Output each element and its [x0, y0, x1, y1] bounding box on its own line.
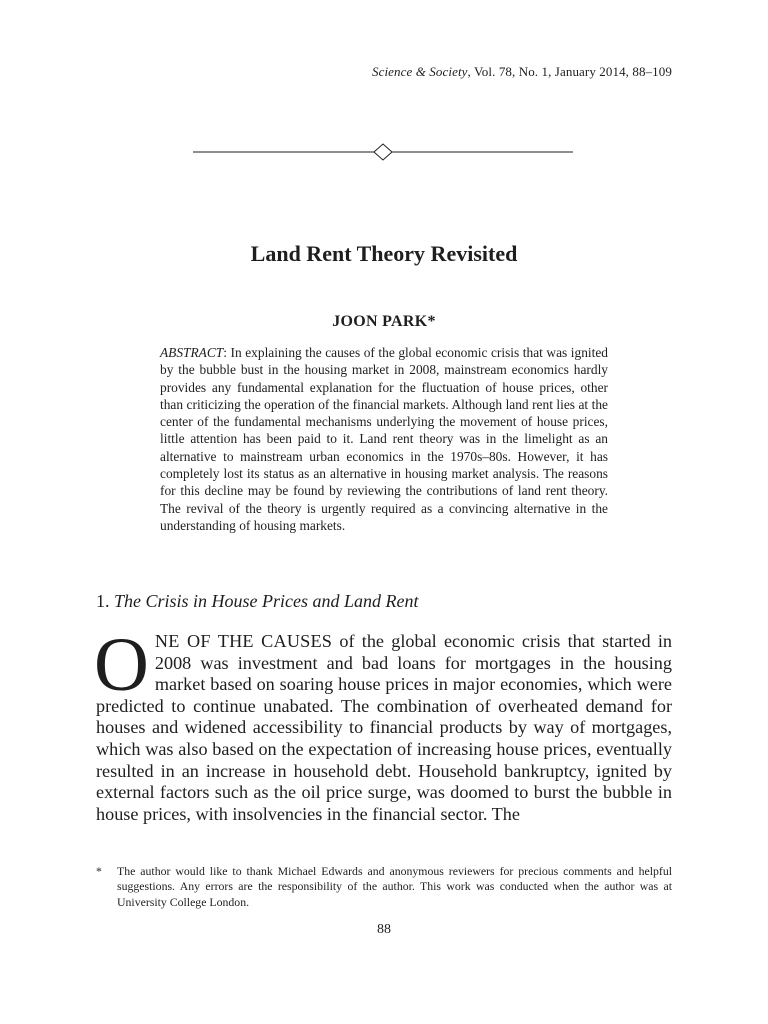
section-number: 1. [96, 591, 110, 611]
journal-volume-info: , Vol. 78, No. 1, January 2014, 88–109 [467, 64, 672, 79]
page-number: 88 [377, 922, 391, 937]
article-title: Land Rent Theory Revisited [250, 241, 518, 266]
body-paragraph [94, 623, 672, 825]
section-heading [96, 591, 419, 612]
title-ornament [193, 142, 573, 162]
journal-citation [372, 64, 672, 80]
footnote [96, 864, 672, 910]
abstract-text: : In explaining the causes of the global economic crisis that was ignited by the bubble bust in the housing market in 2008, mainstream economics hardly provides any fundamental explanation for the fluctuation of house prices, other than criticizing the operation of the financial markets. Although land rent lies at the center of the fundamental mechanisms underlying the movement of house prices, little attention has been paid to it. Land rent theory was in the limelight as an alternative to mainstream urban economics in the 1970s–80s. However, it has completely lost its status as an alternative in housing market analysis. The reasons for this decline may be found by reviewing the contributions of land rent theory. The revival of the theory is urgently required as a convincing alternative in the understanding of housing markets. [160, 345, 608, 533]
section-title: The Crisis in House Prices and Land Rent [114, 591, 419, 611]
lead-in-smallcaps: NE OF THE CAUSES [154, 631, 333, 651]
footnote-text: The author would like to thank Michael Edwards and anonymous reviewers for precious comments and helpful suggestions. Any errors are the responsibility of the author. This work was conducted when the author was at University College London. [117, 864, 672, 909]
drop-cap: O [94, 623, 149, 707]
footnote-mark: * [96, 864, 102, 878]
author-name: JOON PARK* [332, 313, 436, 330]
body-text: of the global economic crisis that started in 2008 was investment and bad loans for mortgages in the housing market based on soaring house prices in major economies, which were predicted to continue unabated. The combination of overheated demand for houses and widened accessibility to financial products by way of mortgages, which was also based on the expectation of increasing house prices, eventually resulted in an increase in household debt. Household bankruptcy, ignited by external factors such as the oil price surge, was doomed to burst the bubble in house prices, with insolvencies in the financial sector. The [96, 631, 672, 824]
journal-name: Science & Society [371, 64, 468, 79]
abstract-label: ABSTRACT [160, 345, 224, 360]
abstract [160, 344, 608, 534]
